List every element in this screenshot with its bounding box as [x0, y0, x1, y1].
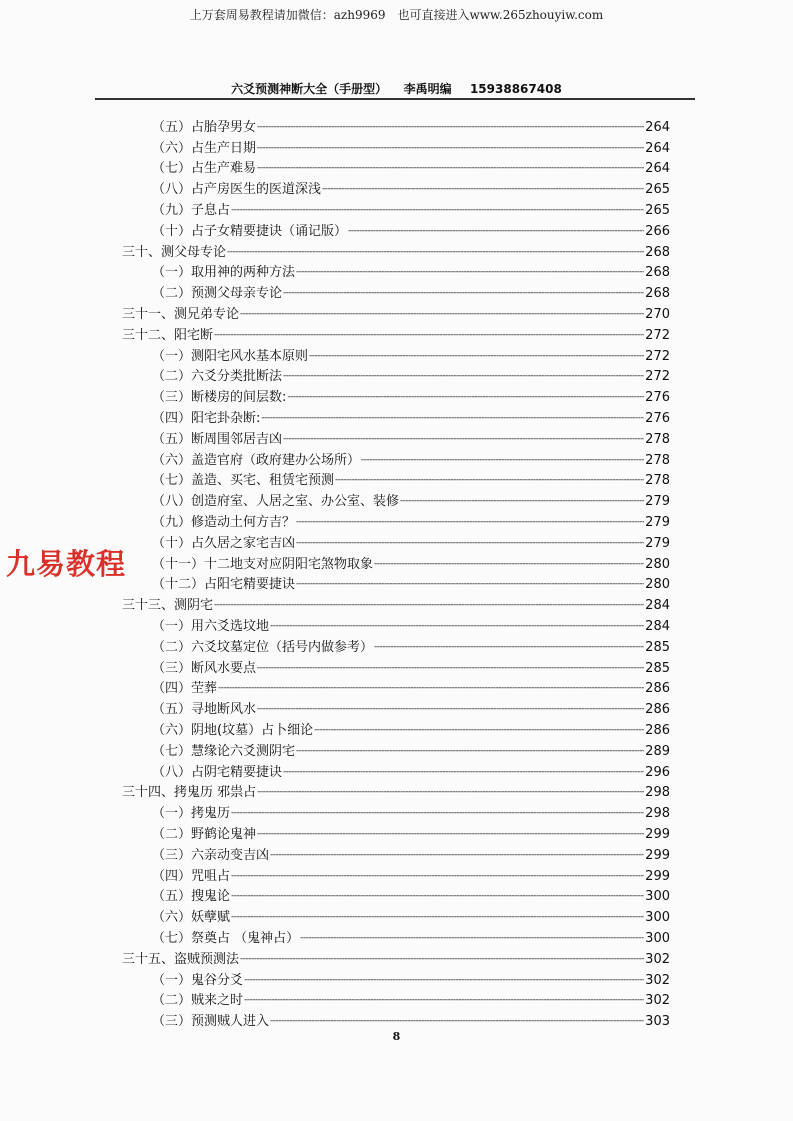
toc-title: （四）阳宅卦杂断:	[152, 411, 261, 427]
toc-title: （一）拷鬼历	[152, 806, 231, 822]
toc-title: 三十三、测阴宅	[122, 598, 214, 614]
book-title: 六爻预测神断大全（手册型）	[231, 82, 388, 96]
toc-subsection	[0, 928, 793, 949]
top-note: 上万套周易教程请加微信：azh9969 也可直接进入www.265zhouyiw.com	[189, 8, 604, 22]
toc-leader	[257, 664, 644, 673]
toc-title: （二）贼来之时	[152, 993, 244, 1009]
toc-page: 279	[645, 535, 670, 551]
toc-page: 276	[645, 390, 670, 406]
toc-subsection	[0, 679, 793, 700]
toc-section	[0, 783, 793, 804]
toc-subsection	[0, 658, 793, 679]
toc-leader	[257, 705, 644, 714]
toc-title: （四）茔葬	[152, 681, 218, 697]
toc-leader	[374, 560, 644, 569]
toc-subsection	[0, 866, 793, 887]
toc-subsection	[0, 200, 793, 221]
toc-page: 302	[645, 993, 670, 1009]
toc-subsection	[0, 824, 793, 845]
toc-page: 278	[645, 473, 670, 489]
toc-leader	[361, 456, 644, 465]
toc-title: （三）断楼房的间层数:	[152, 390, 287, 406]
toc-title: （七）盖造、买宅、租赁宅预测	[152, 473, 335, 489]
toc-page: 264	[645, 161, 670, 177]
toc-title: （九）修造动土何方吉？	[152, 515, 296, 531]
toc-title: （七）占生产难易	[152, 161, 257, 177]
toc-page: 302	[645, 972, 670, 988]
toc-title: 三十、测父母专论	[122, 244, 227, 260]
toc-section	[0, 304, 793, 325]
toc-leader	[309, 352, 644, 361]
toc-title: （五）寻地断风水	[152, 702, 257, 718]
toc-title: 三十一、测兄弟专论	[122, 307, 240, 323]
toc-page: 272	[645, 369, 670, 385]
toc-page: 279	[645, 515, 670, 531]
toc-leader	[283, 372, 644, 381]
toc-subsection	[0, 907, 793, 928]
toc-title: （十）占久居之家宅吉凶	[152, 535, 296, 551]
toc-page: 284	[645, 598, 670, 614]
toc-subsection	[0, 138, 793, 159]
toc-title: （一）用六爻选坟地	[152, 619, 270, 635]
toc-subsection	[0, 283, 793, 304]
toc-page: 272	[645, 327, 670, 343]
toc-subsection	[0, 803, 793, 824]
toc-page: 286	[645, 723, 670, 738]
toc-page: 265	[645, 203, 670, 219]
toc-leader	[296, 518, 644, 527]
toc-leader	[348, 227, 644, 236]
toc-leader	[218, 684, 644, 693]
toc-title: （五）占胎孕男女	[152, 119, 257, 135]
toc-leader	[283, 435, 644, 444]
toc-page: 296	[645, 764, 670, 780]
toc-title: 三十二、阳宅断	[122, 327, 214, 343]
phone-number: 15938867408	[469, 82, 562, 96]
toc-title: 三十五、盗贼预测法	[122, 951, 240, 967]
toc-subsection	[0, 720, 793, 741]
toc-subsection	[0, 512, 793, 533]
toc-subsection	[0, 367, 793, 388]
toc-leader	[270, 1017, 644, 1026]
toc-subsection	[0, 408, 793, 429]
toc-subsection	[0, 990, 793, 1011]
toc-page: 268	[645, 286, 670, 302]
toc-leader	[231, 206, 644, 215]
toc-title: （八）创造府室、人居之室、办公室、装修	[152, 494, 400, 510]
toc-subsection	[0, 221, 793, 242]
toc-leader	[400, 497, 644, 506]
toc-title: （九）子息占	[152, 203, 231, 219]
document-header	[0, 80, 793, 97]
toc-subsection	[0, 741, 793, 762]
toc-title: （五）搜鬼论	[152, 889, 231, 905]
toc-subsection	[0, 970, 793, 991]
toc-title: （七）祭奠占 （鬼神占）	[152, 930, 300, 946]
toc-title: （三）断风水要点	[152, 660, 257, 676]
watermark: 九易教程	[6, 547, 127, 581]
toc-title: （六）阴地(坟墓）占卜细论	[152, 723, 314, 738]
toc-title: （一）鬼谷分爻	[152, 972, 244, 988]
toc-page: 284	[645, 619, 670, 635]
toc-subsection	[0, 387, 793, 408]
toc-title: （八）占产房医生的医道深浅	[152, 182, 322, 198]
toc-page: 285	[645, 660, 670, 676]
toc-subsection	[0, 491, 793, 512]
toc-title: （二）野鹤论鬼神	[152, 826, 257, 842]
toc-section	[0, 949, 793, 970]
toc-leader	[231, 913, 644, 922]
toc-leader	[257, 164, 644, 173]
toc-page: 268	[645, 265, 670, 281]
toc-subsection	[0, 637, 793, 658]
toc-page: 302	[645, 951, 670, 967]
toc-leader	[296, 580, 644, 589]
toc-leader	[257, 123, 644, 132]
toc-leader	[283, 289, 644, 298]
toc-title: （一）取用神的两种方法	[152, 265, 296, 281]
toc-page: 285	[645, 639, 670, 655]
toc-subsection	[0, 159, 793, 180]
toc-leader	[240, 310, 644, 319]
toc-title: （一）测阳宅风水基本原则	[152, 348, 309, 364]
toc-leader	[296, 747, 644, 756]
toc-subsection	[0, 845, 793, 866]
toc-title: （四）咒咀占	[152, 868, 231, 884]
toc-title: （十）占子女精要捷诀（诵记版）	[152, 223, 348, 239]
toc-title: （六）妖孽赋	[152, 910, 231, 926]
toc-section	[0, 242, 793, 263]
toc-leader	[374, 643, 644, 652]
toc-page: 298	[645, 785, 670, 801]
toc-page: 289	[645, 743, 670, 759]
toc-subsection	[0, 1011, 793, 1032]
toc-leader	[322, 185, 644, 194]
toc-leader	[287, 393, 644, 402]
toc-title: （七）慧缘论六爻测阴宅	[152, 743, 296, 759]
toc-title: （二）六爻坟墓定位（括号内做参考）	[152, 639, 374, 655]
toc-title: （十一）十二地支对应阴阳宅煞物取象	[152, 556, 374, 572]
toc-title: （二）六爻分类批断法	[152, 369, 283, 385]
toc-page: 266	[645, 223, 670, 239]
toc-page: 300	[645, 930, 670, 946]
toc-section	[0, 595, 793, 616]
toc-subsection	[0, 117, 793, 138]
toc-page: 278	[645, 431, 670, 447]
toc-title: （五）断周围邻居吉凶	[152, 431, 283, 447]
toc-leader	[227, 248, 644, 257]
toc-title: （六）占生产日期	[152, 140, 257, 156]
toc-page: 299	[645, 826, 670, 842]
toc-page: 298	[645, 806, 670, 822]
toc-subsection	[0, 616, 793, 637]
toc-leader	[231, 809, 644, 818]
toc-leader	[244, 996, 644, 1005]
toc-leader	[314, 726, 644, 735]
toc-page: 299	[645, 847, 670, 863]
toc-leader	[214, 601, 644, 610]
toc-leader	[296, 268, 644, 277]
toc-page: 278	[645, 452, 670, 468]
toc-page: 286	[645, 681, 670, 697]
toc-leader	[257, 788, 644, 797]
toc-title: （二）预测父母亲专论	[152, 286, 283, 302]
toc-leader	[240, 955, 644, 964]
toc-subsection	[0, 886, 793, 907]
toc-leader	[231, 892, 644, 901]
toc-subsection	[0, 450, 793, 471]
toc-page: 300	[645, 910, 670, 926]
toc-subsection	[0, 471, 793, 492]
toc-page: 265	[645, 182, 670, 198]
toc-title: （三）六亲动变吉凶	[152, 847, 270, 863]
toc-leader	[283, 768, 644, 777]
toc-page: 279	[645, 494, 670, 510]
toc-page: 276	[645, 411, 670, 427]
toc-page: 268	[645, 244, 670, 260]
toc-leader	[214, 331, 644, 340]
toc-leader	[300, 934, 644, 943]
toc-leader	[270, 851, 644, 860]
toc-page: 264	[645, 140, 670, 156]
toc-leader	[257, 144, 644, 153]
toc-page: 280	[645, 556, 670, 572]
toc-subsection	[0, 346, 793, 367]
toc-leader	[244, 976, 644, 985]
toc-subsection	[0, 762, 793, 783]
toc-leader	[296, 539, 644, 548]
header-rule	[95, 98, 695, 100]
toc-title: （十二）占阳宅精要捷诀	[152, 577, 296, 593]
toc-section	[0, 325, 793, 346]
toc-title: （六）盖造官府（政府建办公场所）	[152, 452, 361, 468]
toc-page: 300	[645, 889, 670, 905]
toc-page: 264	[645, 119, 670, 135]
toc-page: 280	[645, 577, 670, 593]
toc-page: 272	[645, 348, 670, 364]
page-number: 8	[392, 1030, 401, 1043]
toc-leader	[261, 414, 644, 423]
toc-title: （三）预测贼人进入	[152, 1014, 270, 1030]
toc-page: 270	[645, 307, 670, 323]
toc-subsection	[0, 699, 793, 720]
toc-leader	[335, 476, 644, 485]
toc-leader	[270, 622, 644, 631]
toc-leader	[257, 830, 644, 839]
toc-page: 286	[645, 702, 670, 718]
toc-subsection	[0, 429, 793, 450]
toc-leader	[231, 872, 644, 881]
toc-page: 303	[645, 1014, 670, 1030]
toc-title: 三十四、拷鬼历 邪祟占	[122, 785, 257, 801]
toc-subsection	[0, 263, 793, 284]
toc-subsection	[0, 179, 793, 200]
toc-title: （八）占阴宅精要捷诀	[152, 764, 283, 780]
toc-page: 299	[645, 868, 670, 884]
author: 李禹明编	[403, 82, 452, 96]
